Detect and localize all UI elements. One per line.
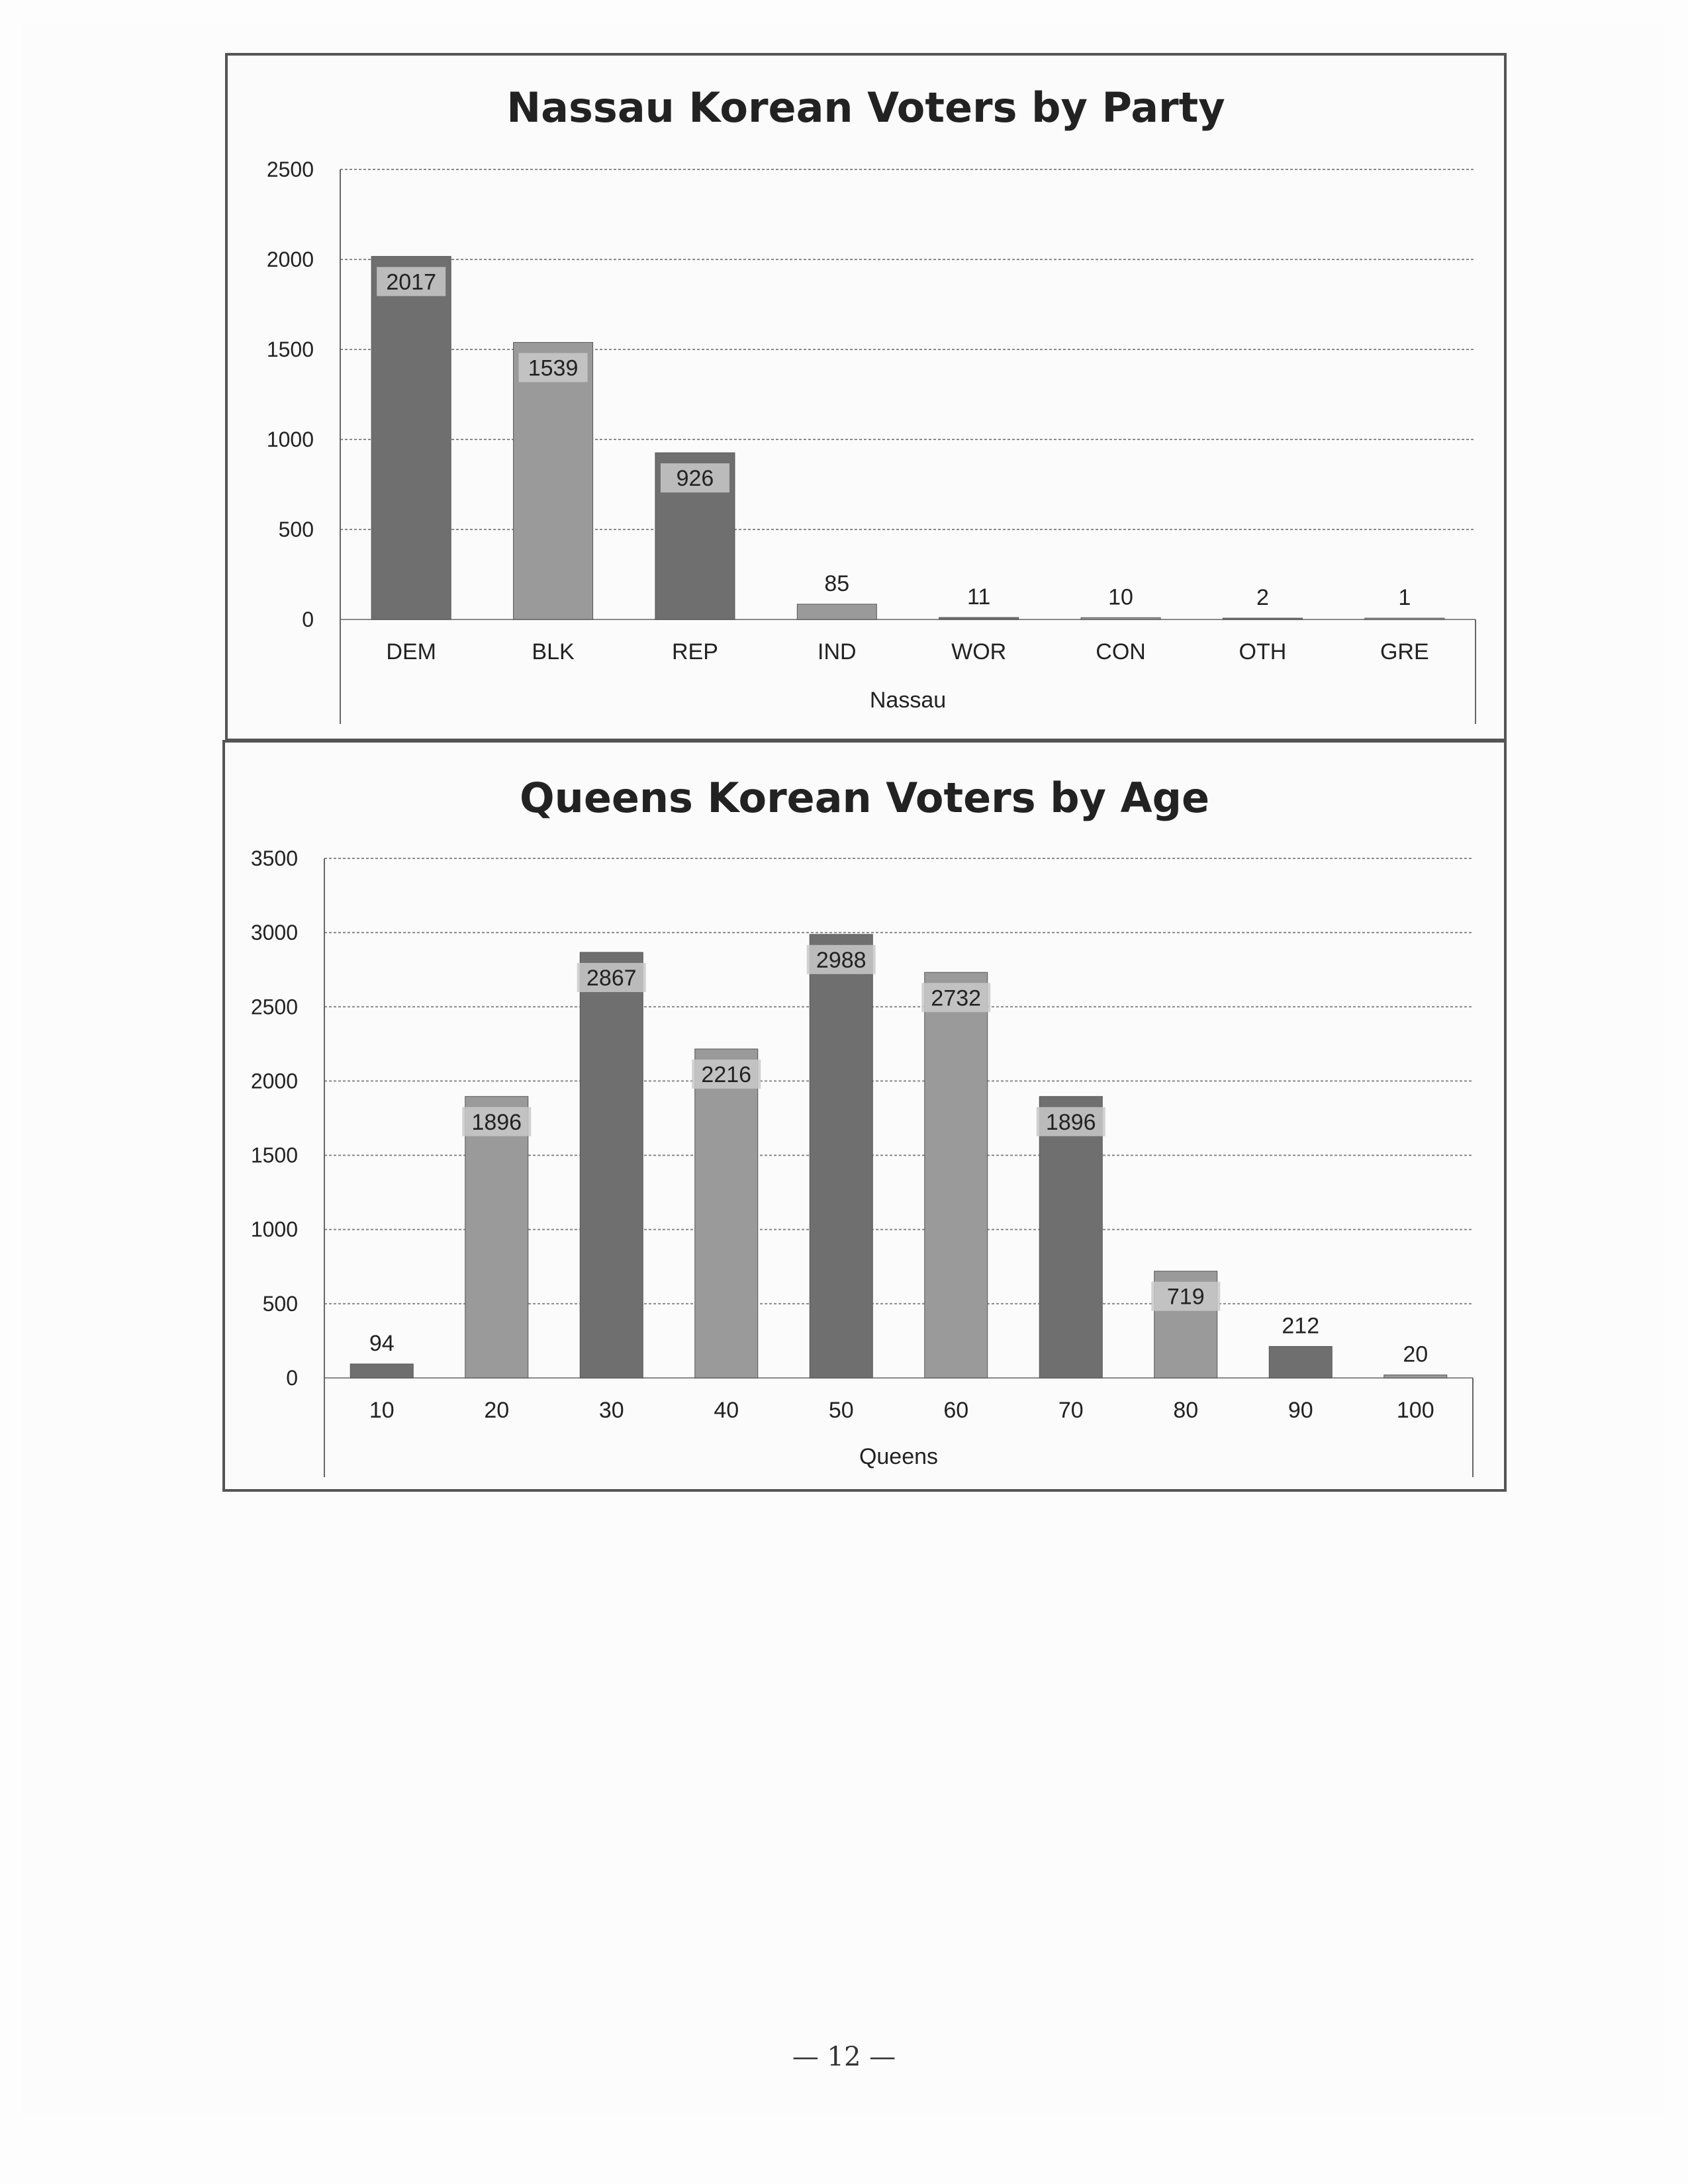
- category-label: 10: [369, 1398, 395, 1423]
- y-tick-label: 1000: [266, 428, 314, 451]
- x-axis-title: Nassau: [869, 688, 947, 713]
- bar: [371, 256, 451, 619]
- y-tick-label: 3000: [250, 921, 298, 945]
- data-label: 719: [1166, 1284, 1205, 1310]
- chart-title: Nassau Korean Voters by Party: [506, 83, 1225, 132]
- bar: [810, 934, 872, 1378]
- data-label: 20: [1403, 1342, 1429, 1367]
- queens-age-chart: [222, 740, 1507, 1492]
- category-label: 90: [1288, 1398, 1313, 1423]
- category-label: 50: [828, 1398, 854, 1423]
- data-label: 2017: [386, 269, 437, 295]
- category-label: 20: [484, 1398, 510, 1423]
- chart-title: Queens Korean Voters by Age: [519, 774, 1210, 822]
- category-label: GRE: [1380, 639, 1429, 664]
- data-label: 11: [967, 584, 991, 610]
- y-tick-label: 2500: [266, 158, 314, 181]
- category-label: WOR: [951, 639, 1007, 664]
- category-label: BLK: [532, 639, 575, 664]
- category-label: 30: [598, 1398, 624, 1423]
- data-label: 926: [676, 466, 714, 492]
- category-label: 80: [1173, 1398, 1199, 1423]
- bar: [1384, 1375, 1447, 1378]
- page-number: — 12 —: [792, 2042, 896, 2072]
- data-label: 10: [1108, 584, 1133, 610]
- data-label: 2867: [586, 965, 637, 991]
- bar: [350, 1364, 413, 1378]
- data-label: 94: [369, 1330, 395, 1356]
- category-label: CON: [1096, 639, 1146, 664]
- category-label: REP: [671, 639, 718, 664]
- data-label: 2216: [701, 1062, 752, 1087]
- y-tick-label: 1000: [250, 1217, 298, 1242]
- y-tick-label: 2500: [250, 995, 298, 1019]
- y-tick-label: 0: [286, 1366, 298, 1390]
- y-tick-label: 0: [302, 608, 314, 631]
- category-label: IND: [818, 639, 857, 664]
- bar: [797, 604, 876, 619]
- data-label: 2: [1256, 585, 1269, 610]
- bar: [1039, 1097, 1102, 1378]
- y-tick-label: 1500: [250, 1143, 298, 1167]
- category-label: 60: [943, 1398, 969, 1423]
- bar: [1081, 617, 1160, 619]
- y-tick-label: 1500: [266, 338, 314, 361]
- x-axis-title: Queens: [859, 1444, 939, 1469]
- data-label: 1: [1398, 585, 1411, 610]
- data-label: 2732: [931, 985, 982, 1011]
- nassau-chart-svg: [228, 56, 1504, 739]
- y-tick-label: 3500: [250, 846, 298, 870]
- category-label: OTH: [1239, 639, 1287, 664]
- nassau-party-chart: [225, 53, 1507, 741]
- bar: [514, 342, 593, 619]
- bar: [1365, 618, 1444, 619]
- data-label: 1896: [471, 1109, 522, 1135]
- data-label: 85: [824, 570, 850, 596]
- category-label: 70: [1058, 1398, 1084, 1423]
- queens-chart-svg: [225, 743, 1504, 1489]
- bar: [925, 972, 988, 1378]
- category-label: DEM: [386, 639, 436, 664]
- data-label: 2988: [816, 947, 867, 973]
- data-label: 1896: [1045, 1109, 1096, 1135]
- bar: [1223, 618, 1302, 619]
- data-label: 212: [1282, 1313, 1320, 1339]
- bar: [465, 1097, 528, 1378]
- bar: [1269, 1346, 1332, 1378]
- category-label: 40: [714, 1398, 739, 1423]
- y-tick-label: 500: [262, 1291, 298, 1316]
- category-label: 100: [1396, 1398, 1434, 1423]
- y-tick-label: 500: [278, 518, 314, 541]
- data-label: 1539: [528, 355, 579, 381]
- bar: [580, 952, 643, 1378]
- y-tick-label: 2000: [250, 1069, 298, 1093]
- bar: [695, 1049, 758, 1378]
- bar: [939, 617, 1019, 619]
- y-tick-label: 2000: [266, 248, 314, 271]
